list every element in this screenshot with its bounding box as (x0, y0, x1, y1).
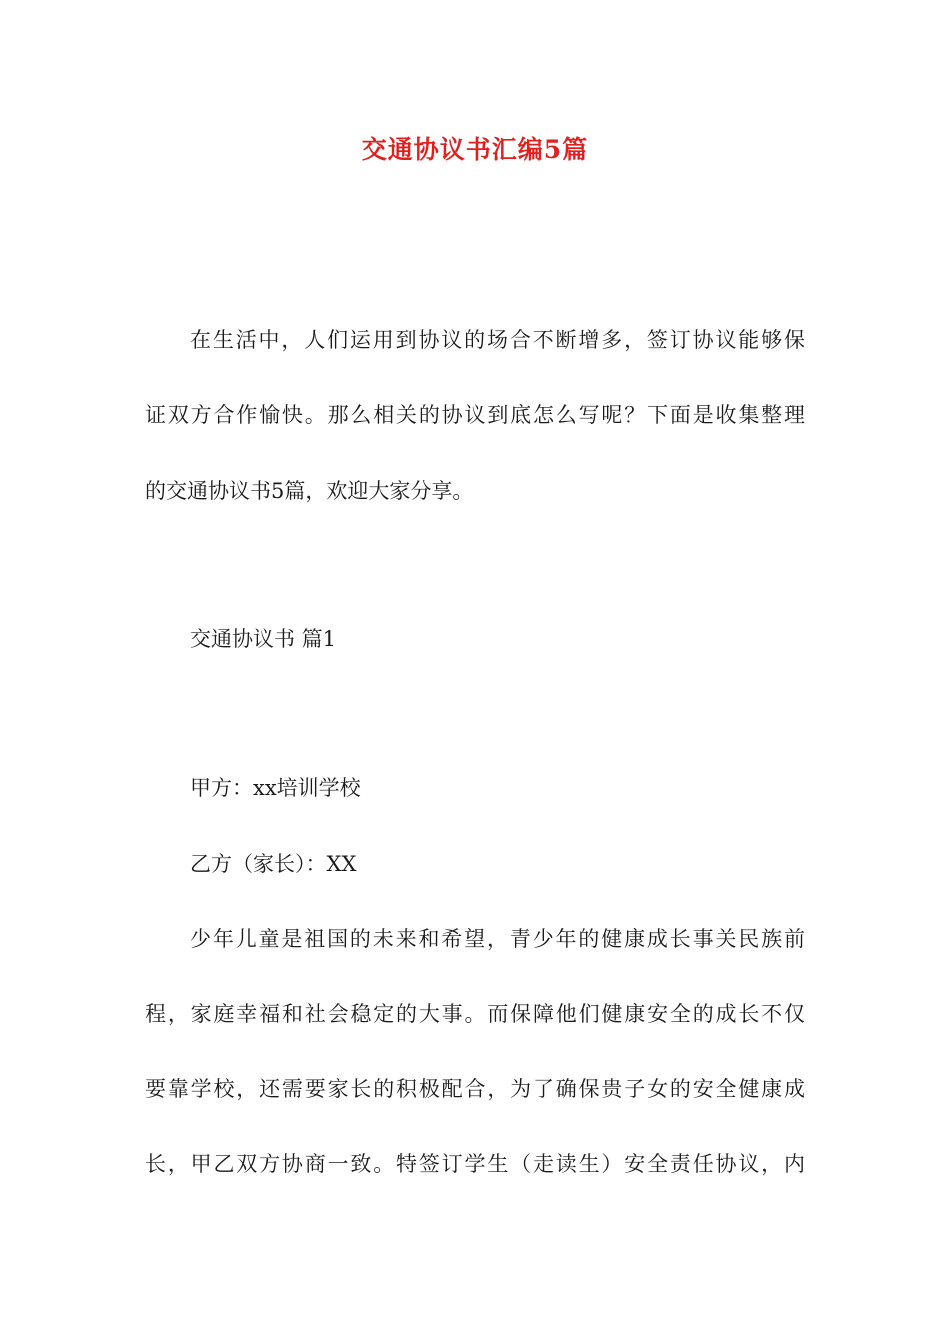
intro-line-1: 在生活中，人们运用到协议的场合不断增多，签订协议能够保 (190, 328, 805, 352)
section-heading: 交通协议书 篇1 (190, 627, 337, 651)
body-line-1: 少年儿童是祖国的未来和希望，青少年的健康成长事关民族前 (190, 927, 805, 951)
body-line-4: 长，甲乙双方协商一致。特签订学生（走读生）安全责任协议，内 (145, 1152, 805, 1176)
party-b: 乙方（家长）：XX (190, 852, 357, 876)
party-a: 甲方：xx培训学校 (190, 776, 361, 800)
body-line-2: 程，家庭幸福和社会稳定的大事。而保障他们健康安全的成长不仅 (145, 1002, 805, 1026)
document-title: 交通协议书汇编5篇 (361, 135, 589, 164)
intro-line-2: 证双方合作愉快。那么相关的协议到底怎么写呢？下面是收集整理 (145, 403, 805, 427)
intro-line-3: 的交通协议书5篇，欢迎大家分享。 (145, 479, 474, 503)
body-line-3: 要靠学校，还需要家长的积极配合，为了确保贵子女的安全健康成 (145, 1077, 805, 1101)
